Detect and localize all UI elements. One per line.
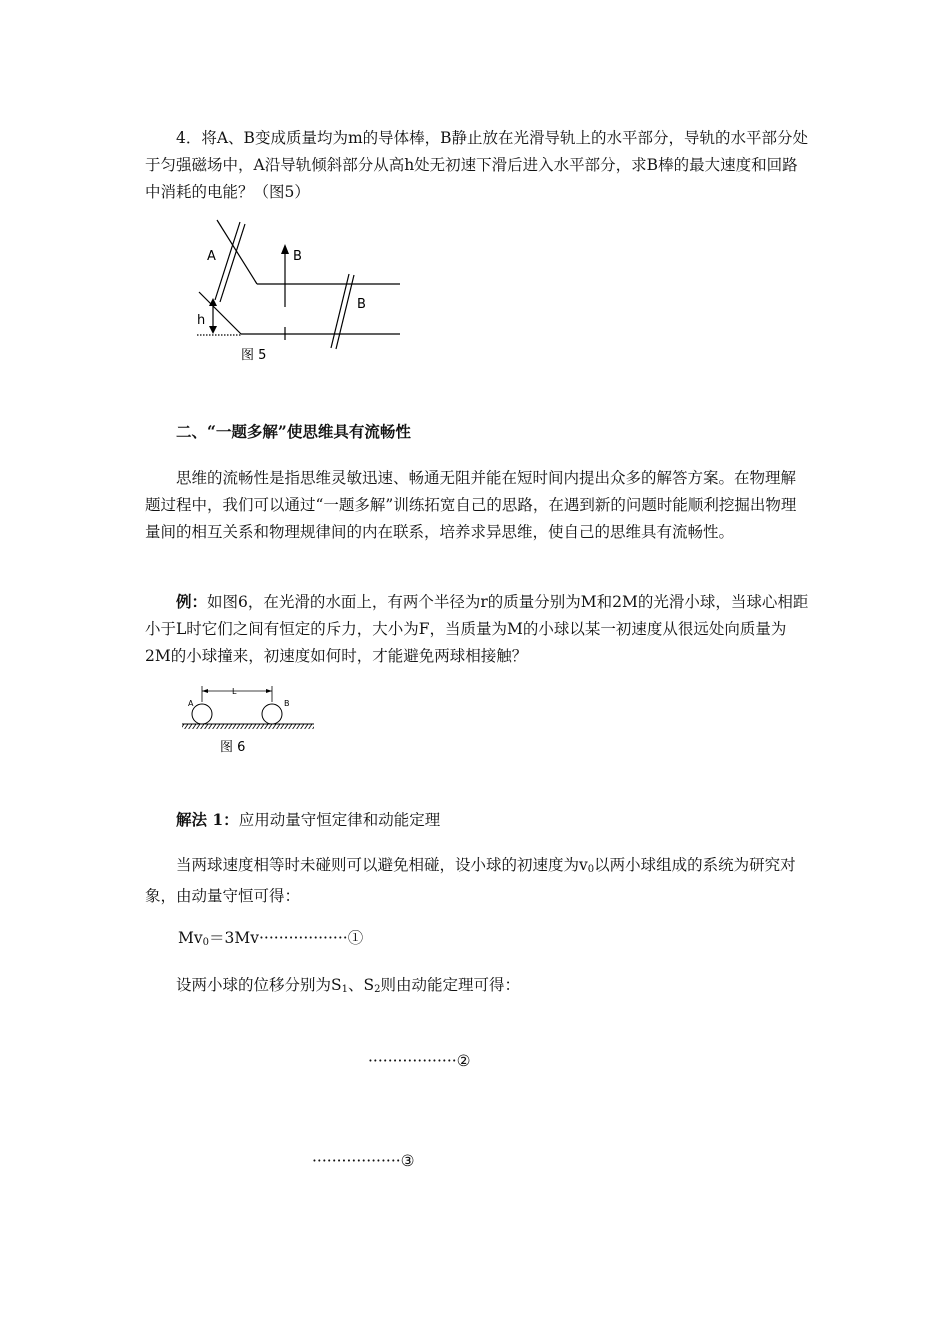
equation-1: $Mv_0=3Mv\cdot\cdot\cdot\cdot\cdot\cdot\cdot\cdot\cdot\cdot\cdot\cdot\cdot\cdot\cdot\cdot\cdot\cdot ①$ [178,929,364,948]
rod-a-line1 [215,222,240,300]
solution-1-heading [145,806,810,834]
fig6-label-a: A [188,699,194,708]
ball-a [192,704,212,724]
fig5-caption: 图 5 [241,348,267,363]
fig5-label-b-rod: B [357,297,366,312]
solution-1-title: 应用动量守恒定律和动能定理 [238,811,441,829]
fig6-label-b: B [284,699,290,708]
fig5-label-a: A [207,249,216,264]
figure-5 [185,212,415,372]
equation-2-marker: ··················② [368,1052,471,1070]
equation-3-marker: ··················③ [312,1152,415,1170]
figure-6 [180,682,320,758]
fig6-label-l: L [232,687,237,696]
height-arrow-head-down [209,326,217,334]
ground-hatch [182,724,314,729]
problem-4-text: 4．将A、B变成质量均为m的导体棒，B静止放在光滑导轨上的水平部分，导轨的水平部分处于匀强磁场中，A沿导轨倾斜部分从高h处无初速下滑后进入水平部分，求B棒的最大速度和回路中消耗的电能？（图5） [145,129,809,201]
example-paragraph [145,588,810,670]
solution-1-paragraph: 当两球速度相等时未碰则可以避免相碰，设小球的初速度为$v_0$以两小球组成的系统为研究对象，由动量守恒可得： [145,856,796,905]
solution-1-label: 解法 1： [176,810,239,829]
rod-b-line2 [336,275,354,349]
fig5-label-b-field: B [293,249,302,264]
section-2-paragraph: 思维的流畅性是指思维灵敏迅速、畅通无阻并能在短时间内提出众多的解答方案。在物理解题过程中，我们可以通过“一题多解”训练拓宽自己的思路，在遇到新的问题时能顺利挖掘出物理量间的相互关系和物理规律间的内在联系，培养求异思维，使自己的思维具有流畅性。 [145,469,797,541]
section-2-heading: 二、“一题多解”使思维具有流畅性 [176,422,411,441]
ball-b [262,704,282,724]
fig5-label-h: h [197,313,206,328]
fig6-caption: 图 6 [220,740,246,755]
example-label: 例： [176,592,208,611]
example-text: 如图6，在光滑的水面上，有两个半径为r的质量分别为M和2M的光滑小球，当球心相距小于L时它们之间有恒定的斥力，大小为F，当质量为M的小球以某一初速度从很远处向质量为2M的小球撞来，初速度如何时，才能避免两球相接触？ [145,593,809,665]
field-arrow-head [281,244,289,254]
lower-rail-incline [199,292,241,334]
solution-1-paragraph-2: 设两小球的位移分别为$S_1$、$S_2$则由动能定理可得： [176,976,521,995]
rod-b-line1 [331,274,349,348]
rod-a-line2 [220,224,245,302]
l-arrow-left [202,689,208,693]
l-arrow-right [266,689,272,693]
